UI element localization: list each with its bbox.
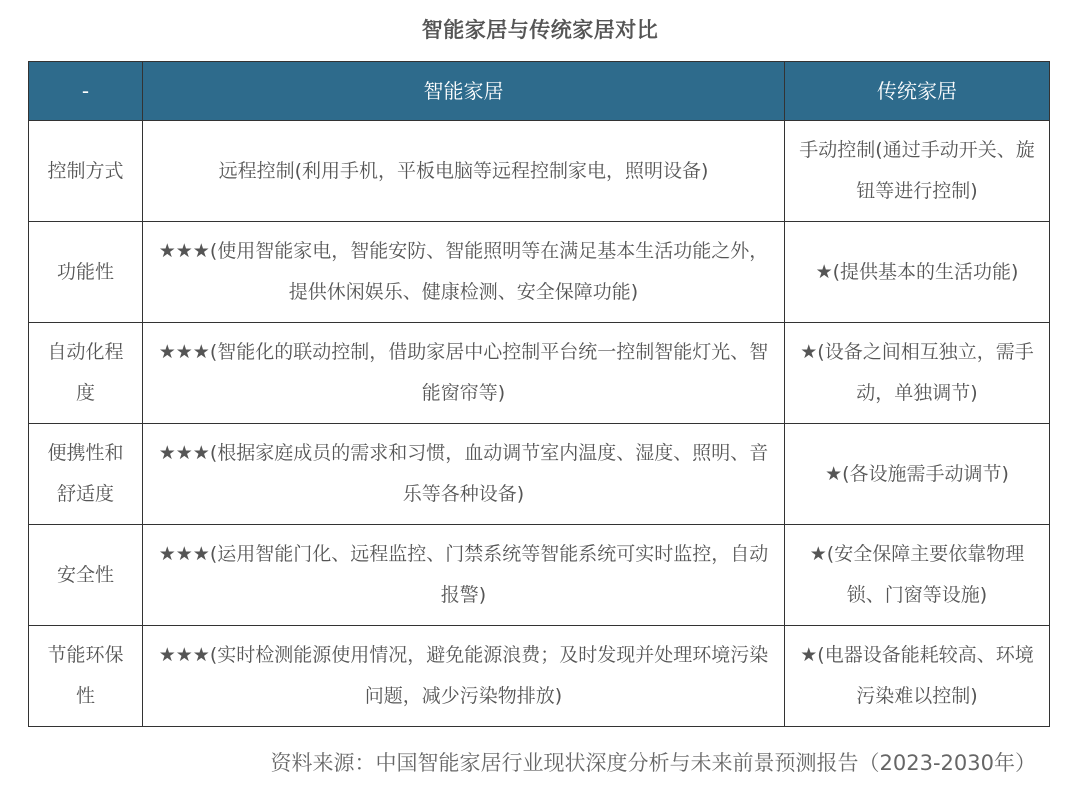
smart-home-cell: ★★★(使用智能家电，智能安防、智能照明等在满足基本生活功能之外，提供休闲娱乐、健康检测、安全保障功能) [143, 222, 785, 323]
smart-home-cell: ★★★(实时检测能源使用情况，避免能源浪费；及时发现并处理环境污染问题，减少污染物排放) [143, 626, 785, 727]
table-body [29, 121, 1050, 727]
row-category-cell: 节能环保性 [29, 626, 143, 727]
row-category-cell: 控制方式 [29, 121, 143, 222]
traditional-home-cell: ★(安全保障主要依靠物理锁、门窗等设施) [785, 525, 1050, 626]
row-category-cell: 便携性和舒适度 [29, 424, 143, 525]
header-cell-smart-home: 智能家居 [143, 62, 785, 121]
source-note: 资料来源：中国智能家居行业现状深度分析与未来前景预测报告（2023-2030年） [270, 751, 1036, 775]
table-row [29, 121, 1050, 222]
header-cell-traditional-home: 传统家居 [785, 62, 1050, 121]
smart-home-cell: 远程控制(利用手机，平板电脑等远程控制家电，照明设备) [143, 121, 785, 222]
traditional-home-cell: 手动控制(通过手动开关、旋钮等进行控制) [785, 121, 1050, 222]
table-row [29, 626, 1050, 727]
smart-home-cell: ★★★(运用智能门化、远程监控、门禁系统等智能系统可实时监控，自动报警) [143, 525, 785, 626]
page-title: 智能家居与传统家居对比 [421, 18, 659, 42]
traditional-home-cell: ★(各设施需手动调节) [785, 424, 1050, 525]
table-row [29, 222, 1050, 323]
row-category-cell: 自动化程度 [29, 323, 143, 424]
table-row [29, 323, 1050, 424]
traditional-home-cell: ★(提供基本的生活功能) [785, 222, 1050, 323]
traditional-home-cell: ★(电器设备能耗较高、环境污染难以控制) [785, 626, 1050, 727]
header-cell-dash: - [29, 62, 143, 121]
row-category-cell: 安全性 [29, 525, 143, 626]
table-row [29, 424, 1050, 525]
row-category-cell: 功能性 [29, 222, 143, 323]
comparison-table [28, 61, 1050, 727]
smart-home-cell: ★★★(根据家庭成员的需求和习惯，血动调节室内温度、湿度、照明、音乐等各种设备) [143, 424, 785, 525]
table-header [29, 62, 1050, 121]
header-row [29, 62, 1050, 121]
traditional-home-cell: ★(设备之间相互独立，需手动，单独调节) [785, 323, 1050, 424]
table-row [29, 525, 1050, 626]
smart-home-cell: ★★★(智能化的联动控制，借助家居中心控制平台统一控制智能灯光、智能窗帘等) [143, 323, 785, 424]
